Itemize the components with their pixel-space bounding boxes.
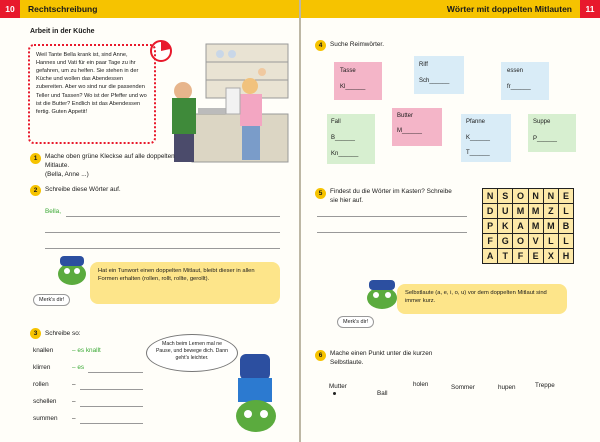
task5-number: 5 xyxy=(315,188,326,199)
rhyme-card xyxy=(392,108,442,146)
writing-line[interactable] xyxy=(45,232,280,233)
rhyme-card xyxy=(327,114,375,164)
verb-hint: – xyxy=(72,398,76,405)
rhyme-word: Suppe xyxy=(533,119,551,125)
grid-letter[interactable]: N xyxy=(544,189,558,203)
verb-answer-line[interactable] xyxy=(80,423,143,424)
left-page-number: 10 xyxy=(0,0,20,18)
vowel-word[interactable]: holen xyxy=(413,381,429,388)
task4-text: Suche Reimwörter. xyxy=(330,41,384,48)
tip-box: Selbstlaute (a, e, i, o, u) vor dem doppelten Mitlaut sind immer kurz. xyxy=(397,284,567,314)
grid-letter[interactable]: M xyxy=(544,219,558,233)
grid-letter[interactable]: Z xyxy=(544,204,558,218)
letter-grid xyxy=(482,188,574,264)
grid-letter[interactable]: P xyxy=(483,219,497,233)
task5-text: Findest du die Wörter im Kasten? Schreibe sie hier auf. xyxy=(330,188,452,204)
rhyme-word: essen xyxy=(507,68,524,74)
verb-word: summen xyxy=(33,415,58,422)
rhyme-card xyxy=(528,114,576,152)
rhyme-card xyxy=(501,62,549,100)
verb-word: rollen xyxy=(33,381,49,388)
rhyme-word: Butter xyxy=(397,113,414,119)
left-header xyxy=(0,0,299,18)
writing-line[interactable] xyxy=(317,232,467,233)
rhyme-word: Riff xyxy=(419,62,428,68)
grid-letter[interactable]: U xyxy=(498,204,512,218)
verb-hint: – es knallt xyxy=(72,347,101,354)
grid-letter[interactable]: T xyxy=(498,249,512,263)
writing-line[interactable] xyxy=(317,216,467,217)
rhyme-word: Pfanne xyxy=(466,119,486,125)
task2-start-word: Bella, xyxy=(45,208,61,215)
rhyme-blank[interactable]: Sch______ xyxy=(419,78,450,84)
rhyme-card xyxy=(414,56,464,94)
rhyme-word: Tasse xyxy=(340,68,356,74)
task6-text: Mache einen Punkt unter die kurzen Selbstlaute. xyxy=(330,350,433,366)
story-text: Weil Tante Bella krank ist, sind Anne, Hannes und Vati für ein paar Tage zu ihr gefahren, um zu helfen. Sie stehen in der Küche und wollen das Abendessen zubereiten. Aber wo sind nur die passenden Teller und Tassen? Wo ist der Pfeffer und wo ist die Butter? Endlich ist das Abendessen fertig. Guten Appetit! xyxy=(28,44,156,144)
speech-bubble: Mach beim Lernen mal ne Pause, und bewege dich. Dann geht's leichter. xyxy=(146,334,238,372)
grid-letter[interactable]: O xyxy=(513,234,527,248)
grid-letter[interactable]: L xyxy=(559,204,573,218)
grid-letter[interactable]: B xyxy=(559,219,573,233)
vowel-word[interactable]: hupen xyxy=(498,384,516,391)
left-header-title: Rechtschreibung xyxy=(28,4,98,14)
verb-answer-line[interactable] xyxy=(80,389,143,390)
rhyme-blank[interactable]: T______ xyxy=(466,150,490,156)
grid-letter[interactable]: M xyxy=(529,204,543,218)
frog-handstand-illustration xyxy=(226,352,286,436)
grid-letter[interactable]: A xyxy=(483,249,497,263)
rhyme-blank[interactable]: K______ xyxy=(466,135,491,141)
grid-letter[interactable]: G xyxy=(498,234,512,248)
grid-letter[interactable]: N xyxy=(529,189,543,203)
verb-word: knallen xyxy=(33,347,54,354)
vowel-word[interactable]: Ball xyxy=(377,390,388,397)
grid-letter[interactable]: N xyxy=(483,189,497,203)
grid-letter[interactable]: A xyxy=(513,219,527,233)
merk-label: Merk's dir! xyxy=(33,294,70,306)
rhyme-blank[interactable]: M______ xyxy=(397,128,423,134)
grid-letter[interactable]: S xyxy=(498,189,512,203)
task6-number: 6 xyxy=(315,350,326,361)
verb-answer-line[interactable] xyxy=(88,372,143,373)
rhyme-blank[interactable]: B______ xyxy=(331,135,356,141)
right-header-title: Wörter mit doppelten Mitlauten xyxy=(446,4,572,14)
verb-hint: – xyxy=(72,415,76,422)
verb-hint: – xyxy=(72,381,76,388)
writing-line[interactable] xyxy=(45,248,280,249)
kitchen-illustration xyxy=(172,42,290,164)
verb-hint: – es xyxy=(72,364,85,371)
task2-text: Schreibe diese Wörter auf. xyxy=(45,186,121,193)
grid-letter[interactable]: H xyxy=(559,249,573,263)
grid-letter[interactable]: D xyxy=(483,204,497,218)
rhyme-card xyxy=(334,62,382,100)
right-page xyxy=(301,0,600,442)
rhyme-word: Fall xyxy=(331,119,341,125)
rhyme-blank[interactable]: Kn______ xyxy=(331,151,359,157)
grid-letter[interactable]: L xyxy=(544,234,558,248)
task4-number: 4 xyxy=(315,40,326,51)
writing-line[interactable] xyxy=(66,216,280,217)
grid-letter[interactable]: K xyxy=(498,219,512,233)
vowel-word[interactable]: Treppe xyxy=(535,382,555,389)
grid-letter[interactable]: V xyxy=(529,234,543,248)
right-page-number: 11 xyxy=(580,0,600,18)
rhyme-card xyxy=(461,114,511,162)
task2-number: 2 xyxy=(30,185,41,196)
grid-letter[interactable]: X xyxy=(544,249,558,263)
grid-letter[interactable]: L xyxy=(559,234,573,248)
rhyme-blank[interactable]: P______ xyxy=(533,136,558,142)
verb-word: klirren xyxy=(33,364,51,371)
mascot-frog-icon xyxy=(363,276,401,310)
grid-letter[interactable]: O xyxy=(513,189,527,203)
grid-letter[interactable]: E xyxy=(529,249,543,263)
grid-letter[interactable]: F xyxy=(513,249,527,263)
task1-example: (Bella, Anne ...) xyxy=(45,171,89,178)
task1-text: Mache oben grüne Kleckse auf alle doppelten Mitlaute. xyxy=(45,153,175,169)
merk-label: Merk's dir! xyxy=(337,316,374,328)
verb-answer-line[interactable] xyxy=(80,406,143,407)
tip-box: Hat ein Tunwort einen doppelten Mitlaut, bleibt dieser in allen Formen erhalten (rollen, rollt, rollte, gerollt). xyxy=(90,262,280,304)
rhyme-blank[interactable]: fr______ xyxy=(507,84,531,90)
vowel-word[interactable]: Sommer xyxy=(451,384,475,391)
task3-number: 3 xyxy=(30,328,41,339)
left-page xyxy=(0,0,299,442)
vowel-dot-mark xyxy=(333,392,336,395)
vowel-word[interactable]: Mutter xyxy=(329,383,347,390)
rhyme-blank[interactable]: Kl______ xyxy=(340,84,366,90)
grid-letter[interactable]: F xyxy=(483,234,497,248)
section-title: Arbeit in der Küche xyxy=(30,28,95,35)
task1-number: 1 xyxy=(30,153,41,164)
right-header xyxy=(301,0,600,18)
grid-letter[interactable]: E xyxy=(559,189,573,203)
task3-text: Schreibe so: xyxy=(45,330,81,337)
verb-word: schellen xyxy=(33,398,57,405)
grid-letter[interactable]: M xyxy=(513,204,527,218)
mascot-frog-icon xyxy=(54,252,90,286)
grid-letter[interactable]: M xyxy=(529,219,543,233)
